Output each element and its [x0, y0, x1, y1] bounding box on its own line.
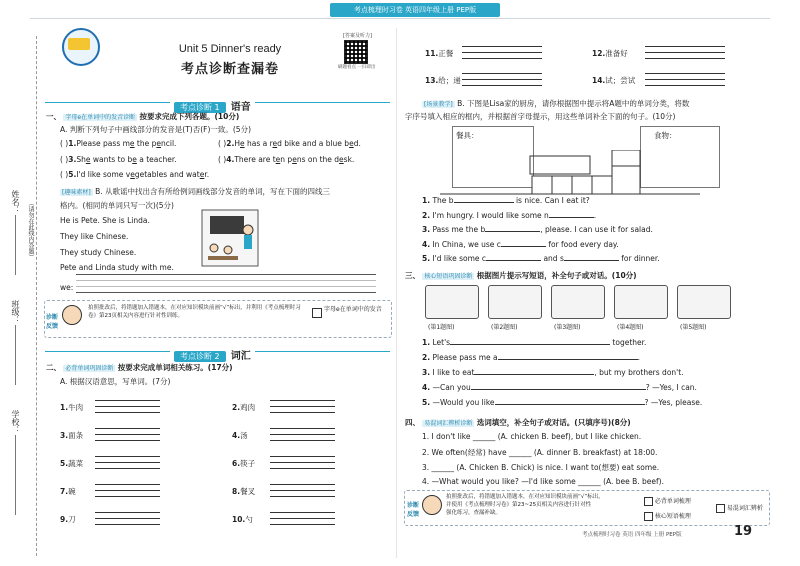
- q2b-title-1: [422, 98, 689, 109]
- underlined-letter: e: [292, 155, 297, 164]
- item-number: 9.: [60, 515, 69, 524]
- class-label: 班级：: [11, 300, 20, 324]
- word-write-12[interactable]: [645, 46, 725, 64]
- word-chinese: 蔬菜: [68, 459, 84, 468]
- q3-item-2: [422, 353, 640, 362]
- fridge-icon: [612, 150, 640, 194]
- word-item-6: [232, 458, 255, 469]
- picture-1-family-dinner: [425, 285, 479, 319]
- fill-item-1: [422, 196, 590, 205]
- sentence-text: r.: [204, 170, 210, 179]
- word-write-13[interactable]: [462, 73, 542, 91]
- item-number: 2.: [226, 139, 235, 148]
- s1-item-4: [218, 155, 354, 164]
- feedback-text: [88, 304, 308, 320]
- four-line-grid[interactable]: [76, 274, 376, 293]
- blackboard-icon: [210, 216, 244, 234]
- underlined-letter: e: [339, 155, 344, 164]
- feedback-label: 诊断 反馈: [46, 314, 59, 330]
- word-chinese: 碗: [68, 487, 76, 496]
- answer-paren[interactable]: ( ): [60, 139, 69, 148]
- page-number: 19: [734, 524, 753, 539]
- class-line[interactable]: [15, 325, 16, 385]
- picture-label-5: (第5题图): [680, 324, 707, 331]
- word-item-9: [60, 514, 76, 525]
- word-chinese: 刀: [68, 515, 76, 524]
- answer-blank[interactable]: [495, 404, 645, 405]
- picture-4-chopsticks: [614, 285, 668, 319]
- word-chinese: 给；递: [438, 76, 461, 85]
- item-number: 8.: [232, 487, 241, 496]
- sentence-text: getables and wat: [134, 170, 200, 179]
- word-item-2: [232, 402, 255, 413]
- sentence-text: There are t: [234, 155, 276, 164]
- underlined-letter: e: [349, 139, 354, 148]
- picture-3-noodles: [551, 285, 605, 319]
- answer-blank[interactable]: [501, 246, 546, 247]
- word-write-9[interactable]: [95, 512, 160, 530]
- answer-paren[interactable]: ( ): [218, 155, 227, 164]
- q2b-title-2: 字序号填入相应的框内，并根据首字母提示，用这些单词补全下面的句子。(10分): [405, 112, 676, 121]
- chant-line-4: Pete and Linda study with me.: [60, 263, 174, 272]
- food-label: 食物：: [654, 131, 677, 140]
- feedback-line-2: 并使用《考点梳理时习卷》第23~25页相关内容进行针对性: [446, 502, 592, 508]
- q2b-tip: [场景教学]: [424, 101, 453, 108]
- sentence-text: H: [234, 139, 240, 148]
- chant-line-3: They study Chinese.: [60, 248, 137, 257]
- fill-item-4: [422, 240, 619, 249]
- school-line[interactable]: [15, 435, 16, 515]
- word-item-1: [60, 402, 83, 413]
- q1b-title-text: B. 从歌谣中找出含有所给例词画线部分发音的单词，写在下面的四线三: [95, 187, 330, 196]
- underlined-letter: e: [239, 139, 245, 148]
- word-chinese: 餐叉: [240, 487, 256, 496]
- s1-item-3: [60, 155, 177, 164]
- word-chinese: 面条: [68, 431, 84, 440]
- feedback-line-1: 拍照批改后，将错题加入错题本，在对应知识模块前画“√”标出，: [446, 494, 604, 500]
- item-number: 6.: [232, 459, 241, 468]
- answer-blank[interactable]: [498, 359, 638, 360]
- sentence-text: wants to b: [90, 155, 133, 164]
- q1a-title: A. 判断下列句子中画线部分的发音是(T)否(F)一致。(5分): [60, 125, 251, 134]
- q1b-title-2: 格内。(相同的单词只写一次)(5分): [60, 201, 174, 210]
- check-label: 易混词汇辨析: [726, 505, 763, 512]
- sentence-text: I like to eat: [432, 368, 475, 377]
- sentence-text: .: [593, 211, 597, 220]
- answer-blank[interactable]: [485, 231, 540, 232]
- q2-heading: [46, 362, 233, 373]
- item-number: 5.: [422, 398, 431, 407]
- word-write-1[interactable]: [95, 400, 160, 418]
- item-number: 1.: [68, 139, 77, 148]
- picture-label-3: (第3题图): [554, 324, 581, 331]
- fill-item-3: [422, 225, 653, 234]
- item-number: 7.: [60, 487, 69, 496]
- word-chinese: 牛肉: [68, 403, 84, 412]
- sentence-text: the p: [134, 139, 157, 148]
- feedback-text-1: 拍照批改后，将错题加入错题本，在对应知识模块前画“√”标出，并利用《考点梳理时习卷》第23页相关内容进行针对性: [88, 305, 301, 319]
- q4-item-2: 2. We often(经常) have ______ (A. dinner B. breakfast) at 18:00.: [422, 448, 658, 457]
- answer-paren[interactable]: ( ): [60, 170, 69, 179]
- sentence-text: sk.: [343, 155, 355, 164]
- sentence-text: , please. I can use it for salad.: [540, 225, 653, 234]
- underlined-letter: e: [85, 155, 91, 164]
- sentence-text: ns on the d: [296, 155, 340, 164]
- item-number: 14.: [592, 76, 606, 85]
- q4-title: 选词填空，补全句子或对话。(只填序号)(8分): [476, 418, 631, 427]
- q1b-tip: [趣味素材]: [62, 189, 91, 196]
- word-write-8[interactable]: [270, 484, 335, 502]
- answer-blank[interactable]: [454, 202, 514, 203]
- item-number: 5.: [422, 254, 431, 263]
- word-write-14[interactable]: [645, 73, 725, 91]
- word-chinese: 试；尝试: [605, 76, 636, 85]
- word-item-14: [592, 75, 635, 86]
- q4-number: 四、: [405, 418, 420, 427]
- underlined-letter: e: [275, 155, 281, 164]
- answer-blank[interactable]: [471, 389, 646, 390]
- picture-label-2: (第2题图): [491, 324, 518, 331]
- feedback-text-box-2: [446, 493, 636, 517]
- fill-item-2: [422, 211, 596, 220]
- word-chinese: 筷子: [240, 459, 256, 468]
- word-write-3[interactable]: [95, 428, 160, 446]
- item-number: 12.: [592, 49, 606, 58]
- q2-tip: 必背单词巩固诊断: [65, 365, 114, 372]
- check-label: 必背单词梳理: [654, 498, 691, 505]
- sentence-text: , but my brothers don't.: [594, 368, 684, 377]
- classroom-illustration: [200, 208, 260, 268]
- qr-caption: 刷题看点 一扫即出: [338, 65, 376, 70]
- answer-blank[interactable]: [549, 217, 594, 218]
- word-item-3: [60, 430, 83, 441]
- answer-blank[interactable]: [564, 260, 619, 261]
- word-chinese: 准备好: [605, 49, 628, 58]
- teacher-avatar-icon: [422, 495, 442, 515]
- sentence-text: ? —Yes, please.: [644, 398, 703, 407]
- checkbox-icon[interactable]: [716, 504, 725, 513]
- checkbox-phonics[interactable]: [312, 308, 322, 318]
- item-number: 5.: [68, 170, 77, 179]
- sentence-text: In China, we use c: [432, 240, 501, 249]
- word-write-11[interactable]: [462, 46, 542, 64]
- sentence-text: Let's: [432, 338, 451, 347]
- item-number: 2.: [232, 403, 241, 412]
- checkbox-phonics-label: 字母e在单词中的发音: [324, 306, 382, 313]
- item-number: 1.: [422, 196, 431, 205]
- sentence-text: Please pass me a: [432, 353, 498, 362]
- word-write-5[interactable]: [95, 456, 160, 474]
- word-write-2[interactable]: [270, 400, 335, 418]
- item-number: 4.: [422, 383, 431, 392]
- word-write-4[interactable]: [270, 428, 335, 446]
- sentence-text: is nice. Can I eat it?: [513, 196, 590, 205]
- q1-tip: 字母e在单词中的发音诊断: [65, 114, 136, 121]
- checkbox-icon[interactable]: [644, 497, 653, 506]
- item-number: 2.: [422, 353, 431, 362]
- sentence-text: Pass me the b: [432, 225, 486, 234]
- underlined-letter: e: [156, 139, 162, 148]
- sentence-text: a teacher.: [136, 155, 177, 164]
- sentence-text: ? —Yes, I can.: [645, 383, 697, 392]
- sentence-text: d bike and a blue b: [277, 139, 350, 148]
- item-number: 4.: [422, 240, 431, 249]
- q4-item-1: 1. I don't like ______ (A. chicken B. beef), but I like chicken.: [422, 432, 642, 441]
- item-number: 3.: [60, 431, 69, 440]
- item-number: 13.: [425, 76, 439, 85]
- word-chinese: 汤: [240, 431, 248, 440]
- top-divider: [30, 18, 770, 19]
- word-write-10[interactable]: [270, 512, 335, 530]
- word-item-8: [232, 486, 255, 497]
- name-line[interactable]: [15, 215, 16, 275]
- example-word-label: we:: [60, 283, 74, 292]
- binding-line: [36, 36, 38, 556]
- item-number: 11.: [425, 49, 439, 58]
- student-avatar-icon: [62, 305, 82, 325]
- feedback-label-2: 诊断 反馈: [407, 502, 420, 518]
- sentence-text: —Can you: [432, 383, 471, 392]
- q4-item-4: 4. —What would you like? —I'd like some ______ (A. bee B. beef).: [422, 477, 664, 486]
- item-number: 3.: [68, 155, 77, 164]
- item-number: 3.: [422, 368, 431, 377]
- s1-item-2: [218, 139, 361, 148]
- sentence-text: for dinner.: [618, 254, 660, 263]
- page-title: 考点诊断查漏卷: [180, 62, 279, 77]
- item-number: 4.: [232, 431, 241, 440]
- page-fold: [396, 28, 397, 558]
- item-number: 1.: [60, 403, 69, 412]
- item-number: 1.: [422, 338, 431, 347]
- sentence-text: ncil.: [161, 139, 177, 148]
- sentence-text: together.: [610, 338, 647, 347]
- sentence-text: Sh: [76, 155, 86, 164]
- word-item-10: [232, 514, 253, 525]
- underlined-letter: e: [129, 139, 135, 148]
- qr-code-icon[interactable]: [344, 40, 368, 64]
- tableware-label: 餐具：: [456, 131, 479, 140]
- top-banner: 考点梳理时习卷 英语四年级上册 PEP版: [330, 3, 500, 17]
- feedback-line-3: 强化练习，查漏补缺。: [446, 510, 502, 516]
- q2-title: 按要求完成单词相关练习。(17分): [117, 363, 233, 372]
- section1-tag: 考点诊断 1: [174, 102, 226, 113]
- answer-blank[interactable]: [450, 344, 610, 345]
- word-item-13: [425, 75, 461, 86]
- answer-paren[interactable]: ( ): [60, 155, 69, 164]
- section2-header: [170, 344, 255, 363]
- underlined-letter: e: [132, 155, 137, 164]
- word-item-7: [60, 486, 76, 497]
- feedback-text-2: 训练。: [166, 313, 184, 319]
- q2a-title: A. 根据汉语意思，写单词。(7分): [60, 377, 171, 386]
- q3-item-1: [422, 338, 646, 347]
- q3-item-5: [422, 398, 702, 407]
- s1-item-5: [60, 170, 209, 179]
- word-write-6[interactable]: [270, 456, 335, 474]
- word-item-4: [232, 430, 248, 441]
- word-chinese: 鸡肉: [240, 403, 256, 412]
- section2-name: 词汇: [230, 351, 251, 362]
- fill-item-5: [422, 254, 660, 263]
- sentence-text: I'm hungry. I would like some n: [432, 211, 549, 220]
- item-number: 2.: [422, 211, 431, 220]
- answer-blank[interactable]: [474, 374, 594, 375]
- sentence-text: has a r: [244, 139, 273, 148]
- name-label: 姓名：: [11, 190, 20, 214]
- q4-item-3: 3. ______ (A. Chicken B. Chick) is nice. I want to(想要) eat some.: [422, 463, 660, 472]
- picture-2-knife-fork: [488, 285, 542, 319]
- picture-label-4: (第4题图): [617, 324, 644, 331]
- q3-item-3: [422, 368, 684, 377]
- check-item-1[interactable]: [644, 496, 691, 506]
- underlined-letter: e: [272, 139, 278, 148]
- section1-name: 语音: [230, 102, 251, 113]
- word-chinese: 勺: [245, 515, 253, 524]
- chant-line-1: He is Pete. She is Linda.: [60, 216, 150, 225]
- chant-line-2: They like Chinese.: [60, 232, 129, 241]
- word-item-12: [592, 48, 628, 59]
- q1-heading: [46, 111, 239, 122]
- binding-note: （请勿在此线内答题）: [27, 200, 34, 260]
- check-item-2[interactable]: [644, 511, 691, 521]
- section2-tag: 考点诊断 2: [174, 351, 226, 362]
- sentence-text: and s: [541, 254, 564, 263]
- qr-label: [答案及听力]: [343, 33, 372, 39]
- answer-paren[interactable]: ( ): [218, 139, 227, 148]
- q4-heading: [405, 417, 631, 428]
- underlined-letter: e: [199, 170, 205, 179]
- q3-number: 三、: [405, 271, 420, 280]
- word-chinese: 正餐: [438, 49, 454, 58]
- brand-logo-mark: [68, 38, 90, 50]
- item-number: 10.: [232, 515, 246, 524]
- sentence-text: n p: [280, 155, 293, 164]
- picture-5-vegetables: [677, 285, 731, 319]
- sentence-text: d.: [353, 139, 361, 148]
- item-number: 5.: [60, 459, 69, 468]
- underlined-letter: e: [130, 170, 135, 179]
- item-number: 3.: [422, 225, 431, 234]
- picture-label-1: (第1题图): [428, 324, 455, 331]
- q3-item-4: [422, 383, 697, 392]
- q3-title: 根据图片提示写短语，补全句子或对话。(10分): [476, 271, 637, 280]
- q4-tip: 易混词汇辨析诊断: [424, 420, 473, 427]
- sentence-text: —Would you like: [432, 398, 495, 407]
- q3-heading: [405, 270, 637, 281]
- kitchen-illustration: [440, 150, 700, 196]
- word-item-11: [425, 48, 453, 59]
- sentence-text: The b: [432, 196, 454, 205]
- school-label: 学校：: [11, 410, 20, 434]
- sentence-text: I'd like some v: [76, 170, 131, 179]
- q1-title: 按要求完成下列各题。(10分): [139, 112, 240, 121]
- q1-number: 一、: [46, 112, 61, 121]
- sentence-text: I'd like some c: [432, 254, 487, 263]
- unit-title: Unit 5 Dinner's ready: [178, 43, 282, 55]
- q2-number: 二、: [46, 363, 61, 372]
- page-footer: 考点梳理时习卷 英语 四年级 上册 PEP版: [582, 532, 682, 538]
- q1b-title-1: [60, 186, 330, 197]
- check-item-3[interactable]: [716, 503, 763, 513]
- check-label: 核心短语梳理: [654, 513, 691, 520]
- sentence-text: Please pass m: [76, 139, 130, 148]
- checkbox-icon[interactable]: [644, 512, 653, 521]
- sentence-text: .: [637, 353, 641, 362]
- answer-blank[interactable]: [486, 260, 541, 261]
- q3-tip: 核心短语巩固诊断: [424, 273, 473, 280]
- sentence-text: for food every day.: [545, 240, 619, 249]
- q2b-title-text: B. 下图是Lisa家的厨房，请你根据图中提示将A题中的单词分类，将数: [457, 99, 690, 108]
- s1-item-1: [60, 139, 176, 148]
- item-number: 4.: [226, 155, 235, 164]
- word-item-5: [60, 458, 83, 469]
- word-write-7[interactable]: [95, 484, 160, 502]
